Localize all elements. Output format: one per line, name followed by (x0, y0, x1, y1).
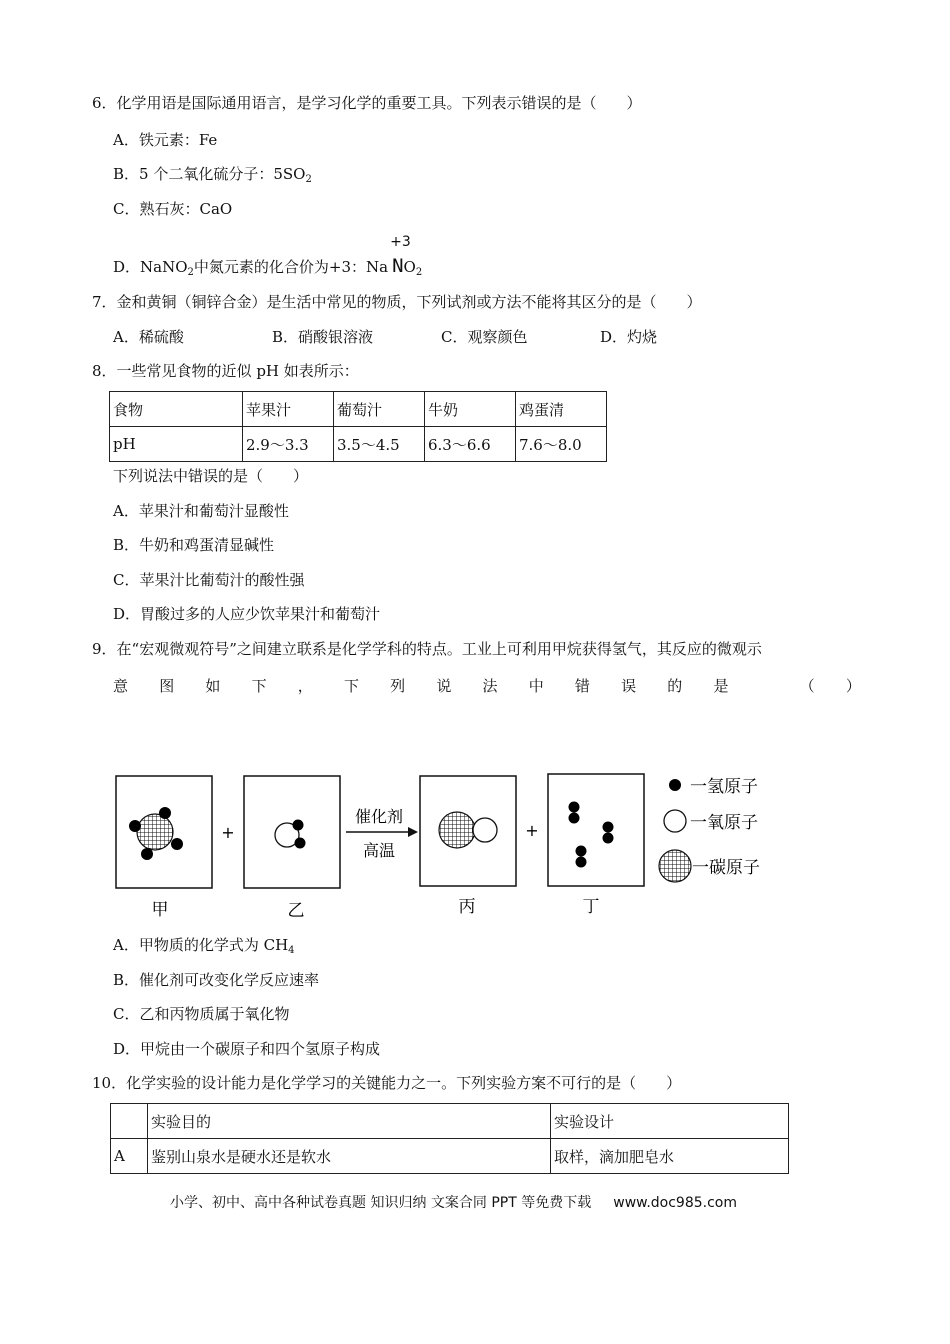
q6-stem: 6．化学用语是国际通用语言，是学习化学的重要工具。下列表示错误的是（ ） (92, 94, 642, 112)
table-cell (111, 1104, 148, 1139)
plus-sign: + (525, 821, 539, 840)
carbon-atom (137, 814, 173, 850)
hydrogen-atom (171, 838, 183, 850)
hydrogen-atom (603, 822, 614, 833)
table-cell: 食物 (110, 392, 243, 427)
legend-hydrogen-label: 一氢原子 (690, 777, 758, 797)
oxygen-atom (473, 818, 497, 842)
q8-stem: 8．一些常见食物的近似 pH 如表所示： (92, 362, 359, 380)
legend-hydrogen-icon (669, 779, 681, 791)
hydrogen-atom (293, 820, 304, 831)
q7-option-c: C．观察颜色 (441, 328, 528, 346)
table-cell: pH (110, 427, 243, 462)
q9-stem-continued: 意 图 如 下 ， 下 列 说 法 中 错 误 的 是 （ ） (113, 677, 861, 695)
q9-option-a: A．甲物质的化学式为 $CH_4$ (113, 936, 295, 956)
experiment-table (110, 1103, 789, 1174)
table-cell: 苹果汁 (243, 392, 334, 427)
carbon-atom (439, 812, 475, 848)
table-row (111, 1104, 789, 1139)
label-jia: 甲 (151, 900, 169, 920)
q9-option-d: D．甲烷由一个碳原子和四个氢原子构成 (113, 1040, 381, 1058)
reaction-diagram (0, 760, 950, 930)
page-footer (170, 1192, 737, 1212)
table-cell: 7.6～8.0 (516, 427, 607, 462)
q7-option-b: B．硝酸银溶液 (272, 328, 374, 346)
table-row (110, 427, 607, 462)
arrow-head (408, 827, 418, 837)
hydrogen-atom (569, 813, 580, 824)
box-ding (548, 774, 644, 886)
table-cell: 牛奶 (425, 392, 516, 427)
label-ding: 丁 (582, 897, 600, 917)
table-row (111, 1139, 789, 1174)
table-cell: 实验目的 (148, 1104, 551, 1139)
ph-table (109, 391, 607, 462)
q7-option-a: A．稀硫酸 (113, 328, 184, 346)
table-cell: 6.3～6.6 (425, 427, 516, 462)
table-cell: 实验设计 (551, 1104, 789, 1139)
q6-option-c: C．熟石灰：CaO (113, 200, 233, 218)
q6-option-b: B．5 个二氧化硫分子：$5SO_2$ (113, 165, 312, 185)
q7-stem: 7．金和黄铜（铜锌合金）是生活中常见的物质，下列试剂或方法不能将其区分的是（ ） (92, 293, 702, 311)
q6-option-d: D．NaNO$_2$中氮元素的化合价为+3：Na +3 $NO_2$ (113, 234, 423, 278)
q8-option-a: A．苹果汁和葡萄汁显酸性 (113, 502, 289, 520)
hydrogen-atom (576, 857, 587, 868)
table-cell: 2.9～3.3 (243, 427, 334, 462)
plus-sign: + (221, 823, 235, 842)
footer-text: 小学、初中、高中各种试卷真题 知识归纳 文案合同 PPT 等免费下载 (170, 1195, 592, 1211)
q9-option-c: C．乙和丙物质属于氧化物 (113, 1005, 290, 1023)
legend-carbon-label: 一碳原子 (692, 858, 760, 878)
hydrogen-atom (129, 820, 141, 832)
condition-label: 高温 (362, 841, 396, 860)
hydrogen-atom (141, 848, 153, 860)
label-yi: 乙 (287, 901, 305, 921)
footer-url: www.doc985.com (613, 1195, 737, 1211)
hydrogen-atom (603, 833, 614, 844)
q10-stem: 10．化学实验的设计能力是化学学习的关键能力之一。下列实验方案不可行的是（ ） (92, 1074, 682, 1092)
q9-stem: 9．在“宏观微观符号”之间建立联系是化学学科的特点。工业上可利用甲烷获得氢气，其反应的微观示 (92, 640, 762, 658)
table-cell: A (111, 1139, 148, 1174)
valence-label: +3 (390, 234, 411, 250)
q8-sub-stem: 下列说法中错误的是（ ） (113, 467, 309, 485)
q8-option-c: C．苹果汁比葡萄汁的酸性强 (113, 571, 305, 589)
hydrogen-atom (159, 807, 171, 819)
q6-option-a: A．铁元素：Fe (113, 131, 218, 149)
hydrogen-atom (295, 838, 306, 849)
q9-option-b: B．催化剂可改变化学反应速率 (113, 971, 320, 989)
q7-option-d: D．灼烧 (600, 328, 658, 346)
table-cell: 鸡蛋清 (516, 392, 607, 427)
hydrogen-atom (569, 802, 580, 813)
table-row (110, 392, 607, 427)
table-cell: 鉴别山泉水是硬水还是软水 (148, 1139, 551, 1174)
table-cell: 葡萄汁 (334, 392, 425, 427)
q8-option-b: B．牛奶和鸡蛋清显碱性 (113, 536, 275, 554)
label-bing: 丙 (458, 897, 476, 917)
legend-oxygen-icon (664, 810, 686, 832)
legend-carbon-icon (659, 850, 691, 882)
table-cell: 3.5～4.5 (334, 427, 425, 462)
legend-oxygen-label: 一氧原子 (690, 813, 758, 833)
table-cell: 取样，滴加肥皂水 (551, 1139, 789, 1174)
hydrogen-atom (576, 846, 587, 857)
q8-option-d: D．胃酸过多的人应少饮苹果汁和葡萄汁 (113, 605, 381, 623)
catalyst-label: 催化剂 (354, 807, 404, 826)
